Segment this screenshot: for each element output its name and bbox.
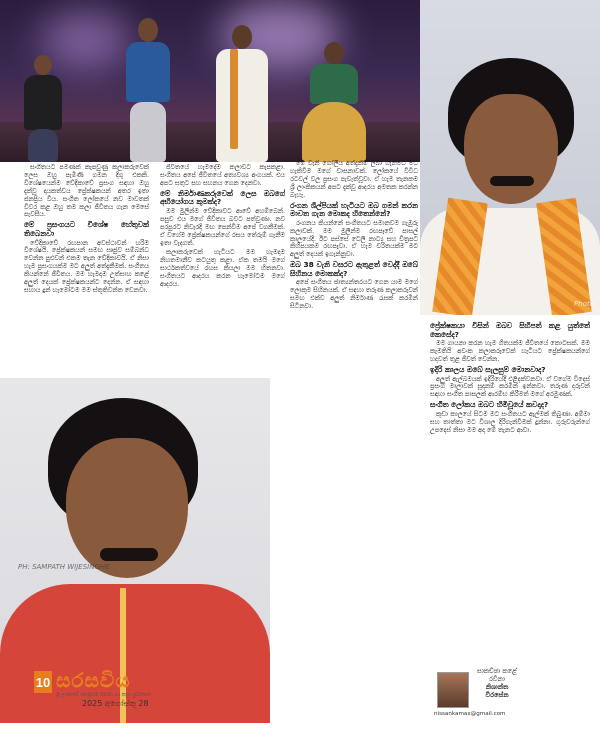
subheading: මේ නිර්මාණකරුවෙක් ලෙස ඔබගේ අභියෝගය කුමක්ද? [160, 188, 285, 207]
paragraph: අපේ සංගීතය ජාත්‍යන්තරයට ගෙන යාම මගේ ලොකුම සිහිනයක්. ඒ සඳහා තරුණ කලාකරුවන් සමඟ එක්ව අලුත් නිර්මාණ රැසක් කරමින් සිටිනවා. [290, 278, 418, 311]
stage-performance-photo [0, 0, 420, 162]
subheading: රංගන ශිල්පියක් හැටියට ඔබ ගමන් කරන මාවත ගැන මොකද හිතෙන්නේ? [290, 200, 418, 219]
performer-figure [118, 18, 178, 162]
issue-date: 2025 අගෝස්තු 28 [82, 699, 149, 708]
article-column-2 [160, 164, 285, 384]
magazine-title: සරසවිය [56, 668, 131, 692]
paragraph: මේ වැනි ගෝලීය අත්දැකීම් ලබා ගැනීමට මට හැකිවීම මගේ වාසනාවක්. ලෝකයේ විවිධ රටවල් වල ප්‍රසංග පැවැත්වූවා. ඒ හැම තැනකම ශ්‍රී ලාංකිකයන් අපට දැක්වූ ආදරය අමතක කරන්න බැහැ. [290, 160, 418, 199]
subheading: ඔබ 38 වැනි වසරට ඇතුළත් වෙද්දී ඔබේ සිහිනය මොකක්ද? [290, 260, 418, 278]
author-byline [472, 667, 522, 699]
photo-credit-right: Photo [574, 300, 594, 308]
paragraph: ජීවිතයේ හැමදේම කලාවට කැපකළා. සංගීතය අපේ ජීවිතයේ අත්‍යවශ්‍ය අංගයක්. එය අපට සතුට සහ සහනය ගෙන දෙනවා. [160, 164, 285, 187]
paragraph: කලාකරුවෙක් හැටියට මම හැමදාම නිහතමානීව කටයුතු කළා. ඒක තමයි මගේ සාර්ථකත්වයේ රහස කියලා මම හිතනවා. සංගීතයට ආදරය කරන හැමෝටම මගේ ආදරය. [160, 248, 285, 289]
paragraph: මම මුලින්ම වේදිකාවට ආවේ අහම්බෙන්. පසුව එය මගේ ජීවිතය බවට පත්වුණා. නව පරපුරට නිවැරදි මඟ පෙන්වීම අපේ වගකීමක්. ඒ වගේම ප්‍රේක්ෂකයන්ගේ රසය තේරුම් ගැනීම ඉතා වැදගත්. [160, 206, 285, 247]
author-avatar [437, 672, 469, 708]
author-role: රවිනා [488, 675, 506, 683]
paragraph: කුඩා කාලයේ සිටම මට සංගීතයට ඇල්මක් තිබුණා. අම්මා සහ තාත්තා මට විශාල දිරිගැන්වීමක් දුන්නා. ගුරුවරුන්ගේ උපදෙස් නිසා මම අද මේ තැනට ආවා. [430, 409, 590, 434]
performer-figure [208, 25, 276, 162]
author-name-line2: වීරසේන [485, 691, 509, 699]
article-column-1 [24, 164, 149, 376]
article-column-4 [430, 320, 590, 660]
paragraph: අලුත් ඇල්බමයක් ඉදිරියේදී එළිදක්වනවා. ඒ වගේම විදෙස් ප්‍රසංග මාලාවක් සූදානම් කරමින් ඉන්නවා. තරුණ දරුවන් සඳහා සංගීත පාසලක් ආරම්භ කිරීමත් මගේ අරමුණක්. [430, 374, 590, 399]
performer-figure [298, 42, 370, 162]
artist-portrait-right [420, 0, 600, 315]
subheading: ප්‍රේක්ෂකයා විසින් ඔබව සිහිපත් කළ යුත්තේ කෙසේද? [430, 321, 590, 339]
byline-label: සාකච්ඡා කළේ [476, 667, 518, 675]
paragraph: මම ගායනා කරන හැම ගීතයක්ම ජීවිතයේ කොටසක්. මම කැමතියි අවංක කලාකරුවෙක් හැටියට ප්‍රේක්ෂකයන්ගේ හදවත් තුළ ජීවත් වෙන්න. [430, 339, 590, 363]
author-email[interactable]: nissankamax@gmail.com [434, 711, 506, 717]
performer-figure [18, 55, 68, 162]
author-name-line1: නිශාන්ත [485, 683, 509, 691]
subheading: ඉදිරි කාලය ඔබේ සැලසුම් මොනවාද? [430, 364, 546, 374]
paragraph: සංගීතයට පමණක් කැපවුණු කලාකරුවෙක් ලෙස ඔහු පැමිණි ගමන දිගු එකකි. විශේෂයෙන්ම වේදිකාවේ ප්‍රසංග සඳහා ඔහු දැක්වූ දායකත්වය ප්‍රේක්ෂකයන් අතර ඉතා ජනප්‍රිය විය. සංගීත ලෝකයේ නව මාවතක් විවර කළ ඔහු තම කලා ජීවිතය ගැන මෙසේ පැවසීය. [24, 164, 149, 219]
photo-credit-left: PH: SAMPATH WIJESINGHE [18, 563, 110, 571]
article-column-3 [290, 160, 418, 720]
subheading: මේ ප්‍රසංගයට විශේෂ හේතුවක් තිබෙනවා [24, 220, 149, 238]
subheading: සංගීත ලෝකය ඔබට හිමිවූයේ කවදාද? [430, 400, 549, 410]
magazine-subtitle: ශ්‍රී ලංකාවේ ජනප්‍රියම සිනමා හා කලා පුවත්පත [56, 692, 152, 698]
paragraph: රංගනය කියන්නේ සංගීතයට සමානවම ගැඹුරු කලාවක්. මම මුලින්ම රඟපෑවේ පාසල් කාලයේදී. ඊට පස්සේ ටෙලි නාට්‍ය සහ චිත්‍රපට කිහිපයකම රඟපෑවා. ඒ හැම චරිතයක්ම මට අලුත් දෙයක් ඉගැන්නුවා. [290, 218, 418, 259]
paragraph: වේදිකාවේ රඟපාන අවස්ථාවන් හරිම විශේෂයි. ප්‍රේක්ෂකයන් සමඟ සෘජුව සම්බන්ධ වෙන්න පුළුවන් එකම තැන වේදිකාවයි. ඒ නිසා හැම ප්‍රසංගයක්ම මට අලුත් අත්දැකීමක්. සංගීතය කියන්නේ ජීවිතය. මම හැමදාම උත්සාහ කළේ අලුත් දෙයක් ප්‍රේක්ෂකයන්ට දෙන්න. ඒ සඳහා සහාය දුන් හැමෝටම මම ස්තූතිවන්ත වෙනවා. [24, 238, 149, 294]
page-number: 10 [34, 671, 52, 693]
